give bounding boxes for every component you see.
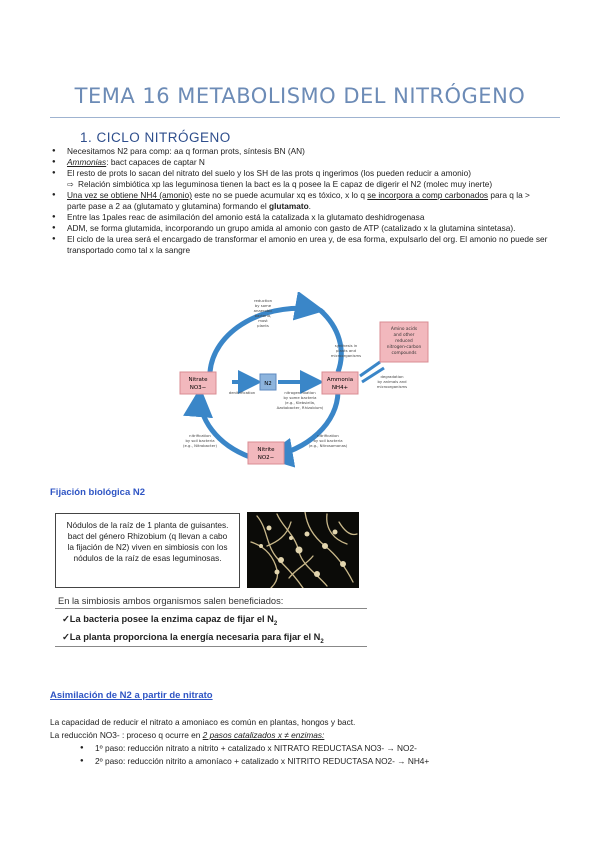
amino-line: reduced <box>395 339 413 344</box>
title-divider <box>50 117 560 118</box>
underlined-text: se incorpora a comp carbonados <box>367 190 489 200</box>
label-line: microorganisms <box>376 384 408 389</box>
list-item-text: Entre las 1pales reac de asimilación del amonio está la catalizada x la glutamato deshidrogenasa <box>67 212 425 222</box>
list-item <box>50 190 550 212</box>
nitrite-formula: NO2− <box>257 455 275 461</box>
list-item-text: ADM, se forma glutamida, incorporando un grupo amida al amonio con gasto de ATP (catalizado x la glutamina sintetasa). <box>67 223 516 233</box>
amino-line: and other <box>393 333 415 338</box>
list-item-text: 2º paso: reducción nitrito a amoníaco + catalizado x NITRITO REDUCTASA NO2- → NH4+ <box>95 756 430 766</box>
label-line: by some bacteria <box>283 395 317 400</box>
list-item-text: . <box>308 201 311 211</box>
caption-box <box>55 513 240 588</box>
symbiosis-heading: En la simbiosis ambos organismos salen beneficiados: <box>58 596 284 606</box>
list-item <box>50 234 550 256</box>
amino-line: compounds <box>391 351 417 356</box>
amino-line: Amino acids <box>390 327 418 332</box>
symbiosis-item-bacteria: ✓La bacteria posee la enzima capaz de fijar el $N_2$ <box>62 614 278 627</box>
list-item-text: El ciclo de la urea será el encargado de transformar el amonio en urea y, de esa forma, expulsarlo del org. El amonio no puede ser transportado como tal x la sangre <box>67 234 548 255</box>
list-item <box>50 212 550 223</box>
list-subitem <box>50 179 550 190</box>
nitrate-formula: NO3− <box>189 385 207 391</box>
label-line: nitrification <box>189 433 211 438</box>
heading-asimilacion: Asimilación de N2 a partir de nitrato <box>50 690 213 701</box>
label-line: plants <box>257 323 269 328</box>
label-line: degradation <box>380 374 404 379</box>
list-item-text: Relación simbiótica xp las leguminosa tienen la bact es la q posee la E capaz de digerir el N2 (molec muy inerte) <box>78 179 493 189</box>
label-line: by soil bacteria <box>313 438 343 443</box>
underlined-text: Una vez se obtiene NH4 (amonio) <box>67 190 192 200</box>
list-item <box>50 157 550 168</box>
label-line: synthesis in <box>334 343 358 348</box>
fixation-label <box>277 390 324 410</box>
list-item <box>50 168 550 179</box>
symbiosis-item-text: La planta proporciona la energía necesaria para fijar el N <box>69 632 321 642</box>
nitrite-label: Nitrite <box>257 447 275 453</box>
list-item-text: : bact capaces de captar N <box>106 157 205 167</box>
reduction-label <box>254 298 273 328</box>
label-line: most <box>258 318 268 323</box>
subscript: 2 <box>320 638 324 645</box>
label-line: bacteria, <box>254 313 272 318</box>
label-line: (e.g., Klebsiella, <box>284 400 316 405</box>
paragraph <box>50 729 560 741</box>
list-item <box>50 146 550 157</box>
paragraph-text: La reducción NO3- : proceso q ocurre en <box>50 730 203 740</box>
subscript: 2 <box>273 620 278 627</box>
list-item-text: El resto de prots lo sacan del nitrato del suelo y los SH de las prots q ingerimos (los pueden reducir a amonio) <box>67 168 471 178</box>
label-line: plants and <box>335 348 357 353</box>
symbiosis-item-text: La bacteria posee la enzima capaz de fijar el N <box>69 614 274 624</box>
nitrate-label: Nitrate <box>188 377 208 383</box>
synthesis-label <box>331 343 361 358</box>
label-line: nitrification <box>317 433 339 438</box>
degradation-label <box>377 374 407 389</box>
list-item-text: Necesitamos N2 para comp: aa q forman prots, síntesis BN (AN) <box>67 146 305 156</box>
list-item <box>78 755 558 768</box>
ammonia-formula: NH4+ <box>331 385 349 391</box>
label-line: microorganisms <box>330 353 362 358</box>
list-item <box>50 223 550 234</box>
label-line: anaerobic <box>253 308 273 313</box>
underlined-text: 2 pasos catalizados x ≠ enzimas: <box>202 730 325 740</box>
amino-line: nitrogen-carbon <box>386 345 422 350</box>
label-line: by animals and <box>377 379 407 384</box>
label-line: reduction <box>254 298 272 303</box>
label-line: Azotobacter, Rhizobium) <box>276 405 324 410</box>
list-item <box>78 742 558 755</box>
list-item-text: 1º paso: reducción nitrato a nitrito + catalizado x NITRATO REDUCTASA NO3- → NO2- <box>95 743 417 753</box>
symbiosis-item-plant: ✓La planta proporciona la energía necesaria para fijar el $N_2$ <box>62 632 324 645</box>
steps-list <box>78 742 558 768</box>
label-line: nitrogen fixation <box>284 390 316 395</box>
symbiosis-divider <box>55 608 367 609</box>
heading-fijacion: Fijación biológica N2 <box>50 487 146 498</box>
label-line: by soil bacteria <box>185 438 215 443</box>
nitrification-left-label <box>183 433 217 448</box>
list-item-text: para q la > parte pase a 2 aa (glutamato y glutamina) formando el <box>67 190 530 211</box>
label-line: (e.g., Nitrobacter) <box>183 443 217 448</box>
label-line: by some <box>254 303 272 308</box>
nitrogen-cycle-diagram <box>170 292 430 470</box>
symbiosis-bottom-divider <box>55 646 367 647</box>
section-heading-ciclo: 1. CICLO NITRÓGENO <box>80 130 231 145</box>
cycle-arrow <box>320 310 341 372</box>
paragraph: La capacidad de reducir el nitrato a amoniaco es común en plantas, hongos y bact. <box>50 717 356 727</box>
caption-text: Nódulos de la raíz de 1 planta de guisantes. bact del género Rhizobium (q llevan a cabo la fijación de N2) viven en simbiosis con los nódulos de la raíz de esas leguminosas. <box>66 520 229 563</box>
ammonia-label: Ammonia <box>326 377 354 383</box>
list-item-text: este no se puede acumular xq es tóxico, x lo q <box>191 190 368 200</box>
label-line: (e.g., Nitrosomonas) <box>308 443 348 448</box>
n2-label: N2 <box>264 381 272 387</box>
denitrification-label: denitrification <box>228 390 256 395</box>
bullet-list <box>50 146 550 256</box>
term-ammonias: Ammonias <box>67 157 107 167</box>
root-nodules-photo <box>247 512 359 588</box>
page-title: TEMA 16 METABOLISMO DEL NITRÓGENO <box>74 84 526 108</box>
bold-term-glutamato: glutamato <box>269 201 309 211</box>
